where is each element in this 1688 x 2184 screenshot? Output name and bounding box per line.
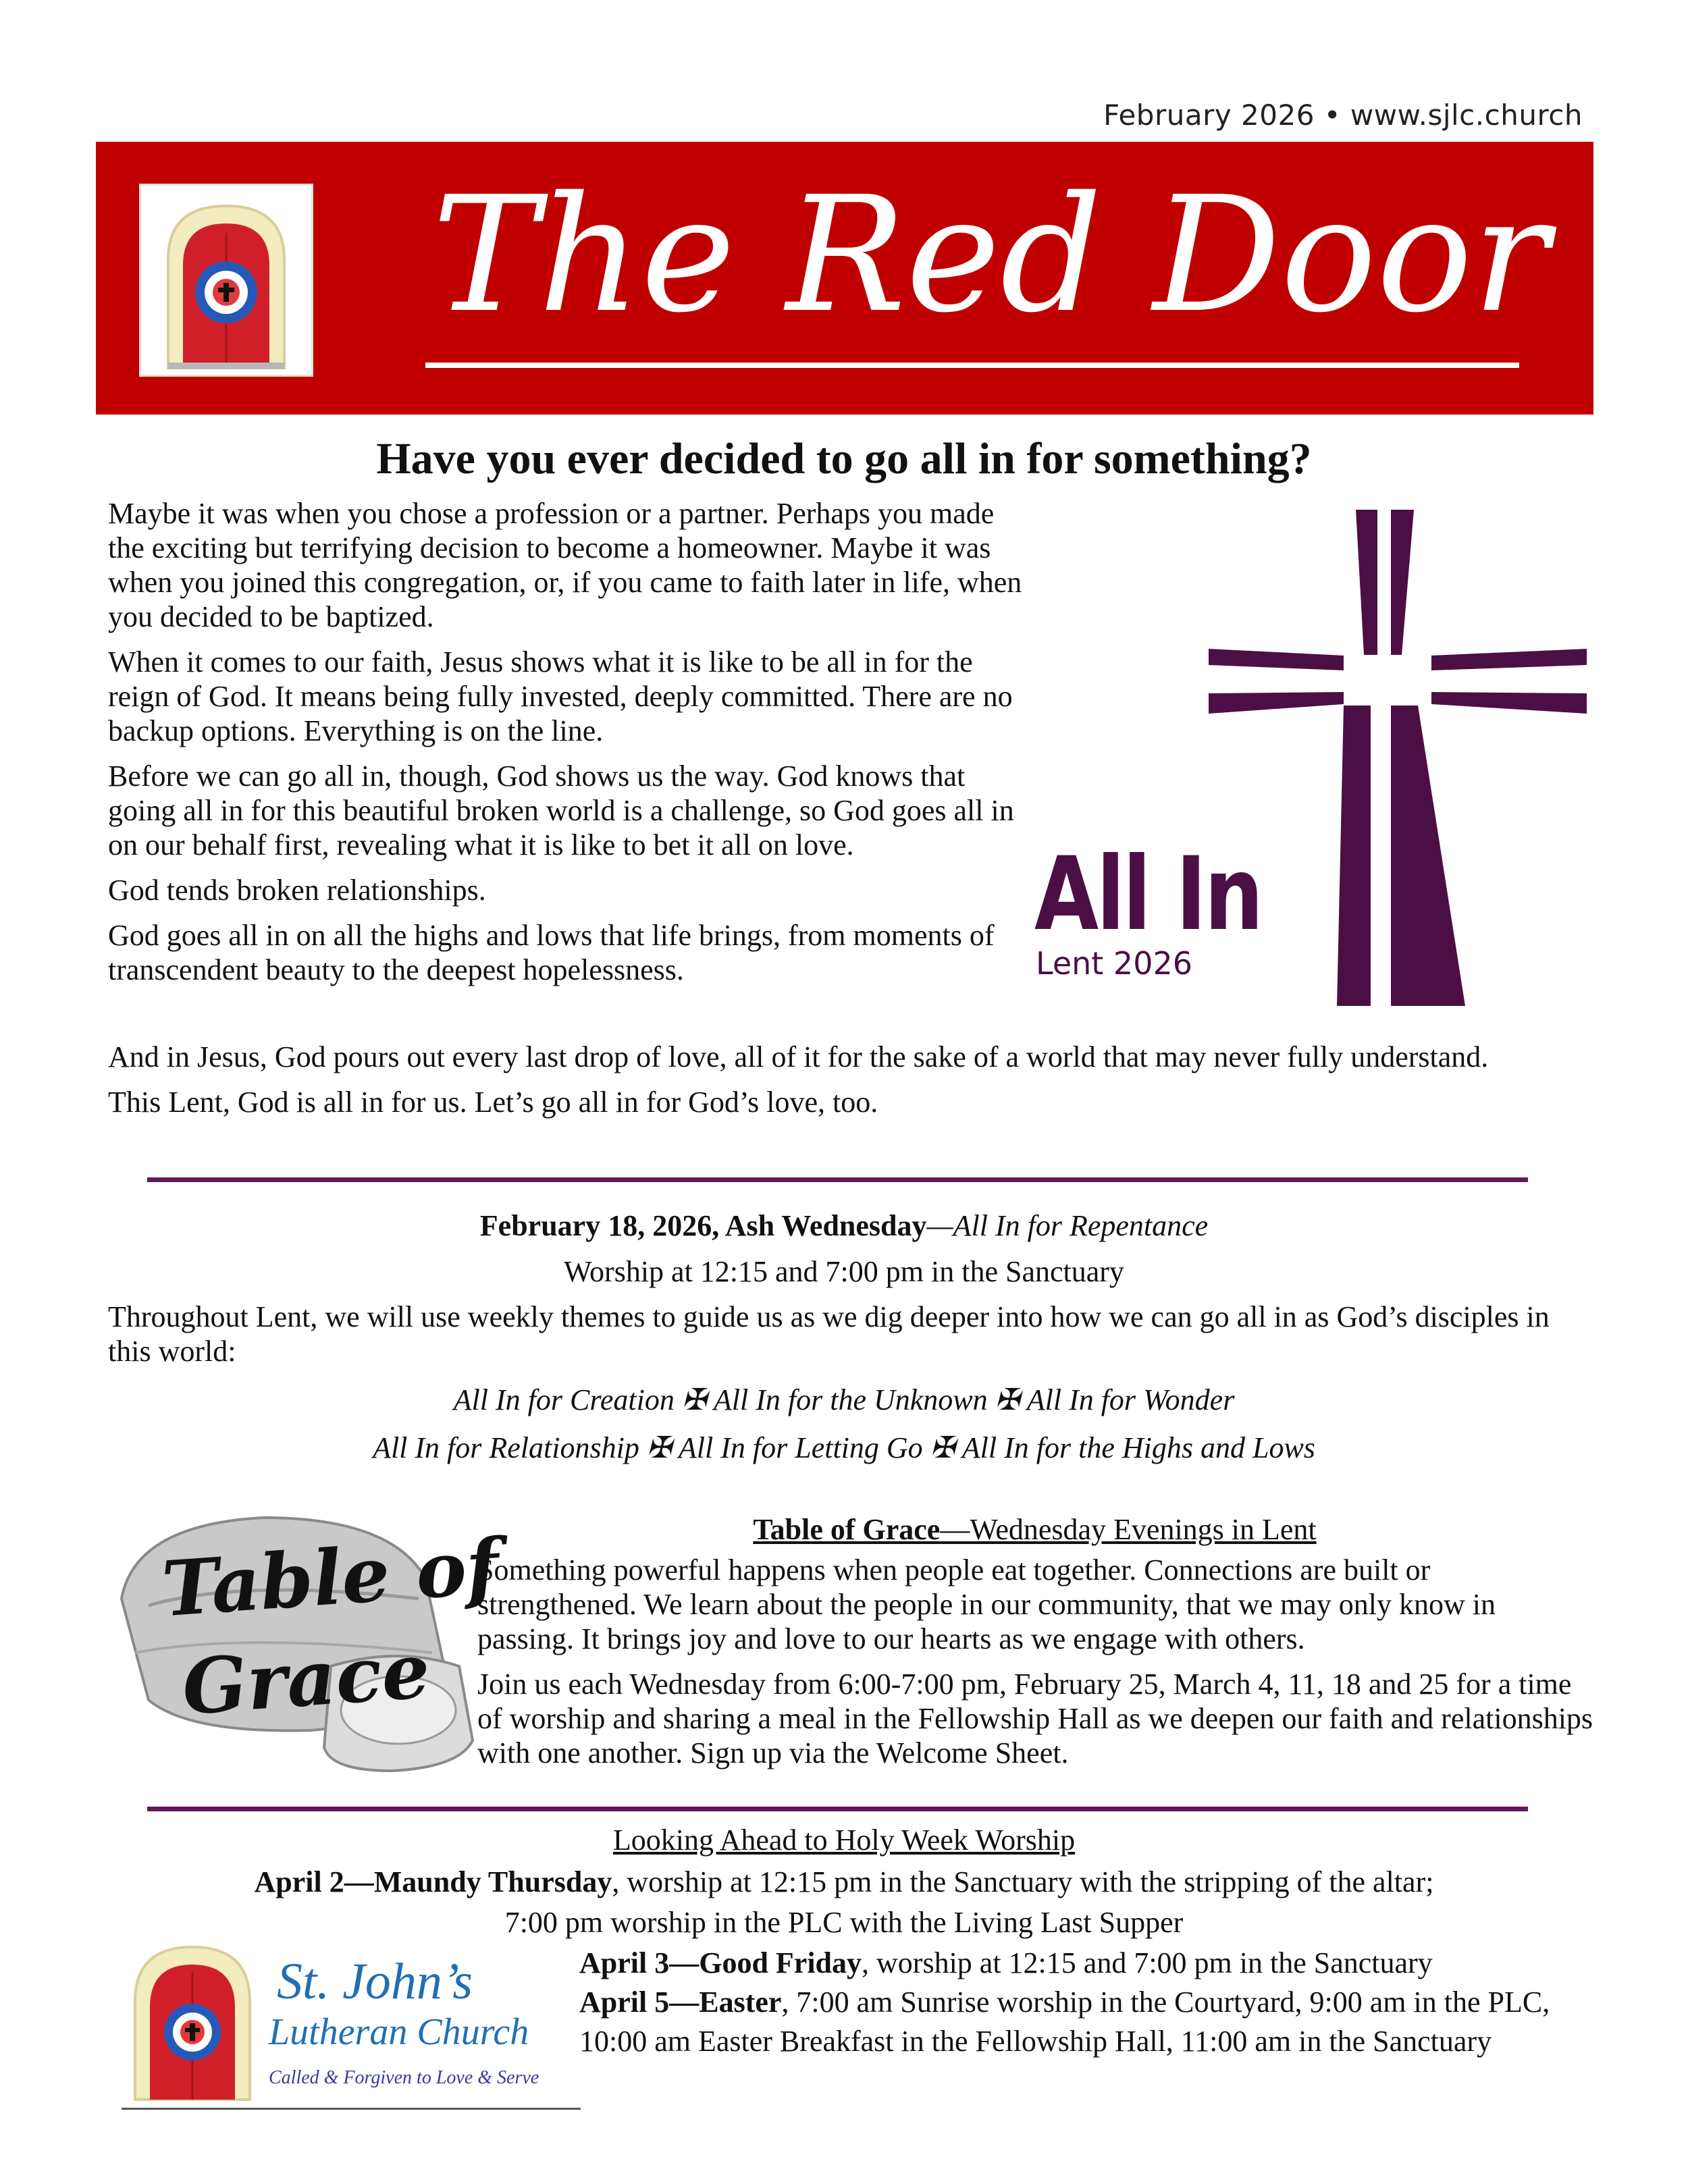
maundy-thursday-line <box>0 1865 1688 1900</box>
theme-item: All In for Relationship <box>373 1431 639 1464</box>
newsletter-title: The Red Door <box>432 162 1549 348</box>
church-name-line-2: Lutheran Church <box>269 2011 529 2053</box>
theme-item: All In for the Highs and Lows <box>961 1431 1315 1464</box>
theme-item: All In for Letting Go <box>678 1431 923 1464</box>
all-in-title: All In <box>1034 836 1261 953</box>
church-tagline: Called & Forgiven to Love & Serve <box>269 2067 539 2088</box>
theme-item: All In for Creation <box>453 1383 675 1416</box>
easter-line-2: 10:00 am Easter Breakfast in the Fellowship Hall, 11:00 am in the Sanctuary <box>579 2025 1492 2058</box>
church-name-line-1: St. John’s <box>277 1953 473 2010</box>
easter-line <box>579 1985 1550 2020</box>
lent-year: Lent 2026 <box>1036 945 1192 982</box>
closing-paragraph-1: And in Jesus, God pours out every last drop of love, all of it for the sake of a world that may never fully understand. <box>108 1040 1489 1073</box>
theme-item: All In for Wonder <box>1026 1383 1235 1416</box>
intro-paragraph-1: Maybe it was when you chose a profession or a partner. Perhaps you made the exciting but terrifying decision to become a homeowner. Maybe it was when you joined this congregation, or, if you came to faith later in life, when you decided to be baptized. <box>108 497 1022 633</box>
church-logo-rule <box>122 2108 581 2110</box>
theme-separator: ✠ <box>639 1431 679 1464</box>
maundy-thursday-line-2: 7:00 pm worship in the PLC with the Living Last Supper <box>504 1906 1184 1939</box>
holy-week-heading: Looking Ahead to Holy Week Worship <box>612 1823 1076 1857</box>
article-headline: Have you ever decided to go all in for something? <box>376 434 1312 483</box>
table-of-grace-graphic <box>108 1497 502 1781</box>
red-door-icon <box>141 186 311 375</box>
good-friday-label: April 3—Good Friday <box>579 1946 862 1979</box>
intro-paragraph-5: God goes all in on all the highs and lows that life brings, from moments of transcendent beauty to the deepest hopelessness. <box>108 919 995 986</box>
intro-paragraph-2: When it comes to our faith, Jesus shows what it is like to be all in for the reign of God. It means being fully invested, deeply committed. There are no backup options. Everything is on the line. <box>108 645 1013 747</box>
section-divider-1 <box>147 1177 1528 1182</box>
table-of-grace-heading-bold: Table of Grace <box>753 1513 941 1546</box>
closing-text <box>108 1040 1593 1130</box>
maundy-thursday-label: April 2—Maundy Thursday <box>254 1865 612 1898</box>
section-divider-2 <box>147 1807 1528 1811</box>
maundy-thursday-detail: , worship at 12:15 pm in the Sanctuary with the stripping of the altar; <box>612 1865 1434 1898</box>
ash-wednesday-theme: —All In for Repentance <box>926 1209 1209 1242</box>
table-of-grace-body <box>477 1553 1595 1781</box>
ash-wednesday-worship: Worship at 12:15 and 7:00 pm in the Sanctuary <box>564 1255 1124 1288</box>
all-in-lent-graphic <box>1026 503 1593 1016</box>
intro-paragraph-3: Before we can go all in, though, God shows us the way. God knows that going all in for this beautiful broken world is a challenge, so God goes all in on our behalf first, revealing what it is like to bet it all on love. <box>108 760 1014 861</box>
table-of-grace-paragraph-1: Something powerful happens when people eat together. Connections are built or strengthened. We learn about the people in our community, that we may only know in passing. It brings joy and love to our hearts as we engage with others. <box>477 1553 1496 1655</box>
theme-separator: ✠ <box>922 1431 962 1464</box>
easter-detail: , 7:00 am Sunrise worship in the Courtyard, 9:00 am in the PLC, <box>781 1986 1550 2019</box>
church-door-icon <box>122 1938 263 2106</box>
closing-paragraph-2: This Lent, God is all in for us. Let’s go all in for God’s love, too. <box>108 1086 878 1119</box>
table-of-grace-script-1: Table of <box>159 1522 502 1634</box>
dateline: February 2026 • www.sjlc.church <box>1103 99 1583 132</box>
intro-paragraph-4: God tends broken relationships. <box>108 874 486 907</box>
lent-themes-row-1 <box>0 1383 1688 1418</box>
intro-text <box>108 496 1026 998</box>
table-of-grace-heading-rest: —Wednesday Evenings in Lent <box>940 1513 1317 1546</box>
good-friday-detail: , worship at 12:15 and 7:00 pm in the Sanctuary <box>862 1946 1433 1979</box>
table-of-grace-script-2: Grace <box>179 1626 433 1732</box>
ash-wednesday-date: February 18, 2026, Ash Wednesday <box>479 1209 927 1242</box>
title-underline <box>425 363 1519 368</box>
table-of-grace-paragraph-2: Join us each Wednesday from 6:00-7:00 pm, February 25, March 4, 11, 18 and 25 for a time of worship and sharing a meal in the Fellowship Hall as we deepen our faith and relationships with one another. Sign up via the Welcome Sheet. <box>477 1668 1593 1769</box>
theme-separator: ✠ <box>674 1383 714 1416</box>
table-of-grace-heading <box>476 1512 1593 1547</box>
good-friday-line <box>579 1946 1433 1981</box>
lent-themes-row-2 <box>0 1431 1688 1466</box>
easter-label: April 5—Easter <box>579 1986 782 2019</box>
red-door-logo <box>139 184 313 377</box>
lent-themes-intro: Throughout Lent, we will use weekly themes to guide us as we dig deeper into how we can go all in as God’s disciples in this world: <box>108 1300 1550 1368</box>
theme-separator: ✠ <box>987 1383 1027 1416</box>
ash-wednesday-line <box>0 1208 1688 1244</box>
theme-item: All In for the Unknown <box>713 1383 988 1416</box>
